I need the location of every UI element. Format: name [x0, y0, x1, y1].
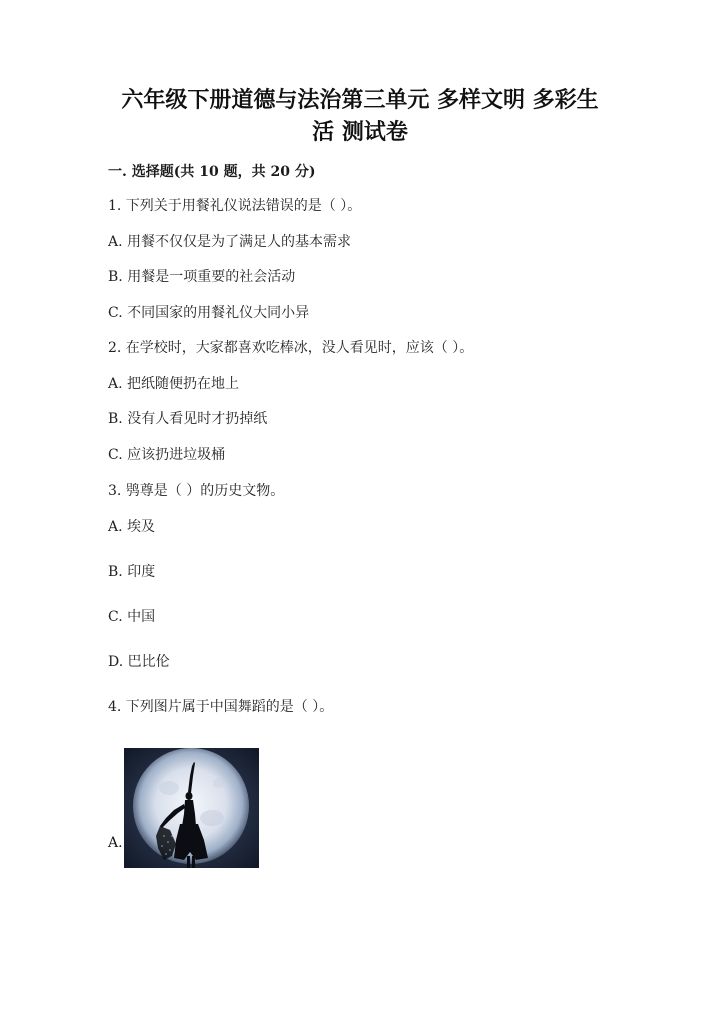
question-3-option-b: B. 印度 [108, 564, 156, 580]
question-3-stem: 3. 鸮尊是（ ）的历史文物。 [108, 483, 285, 499]
question-1-option-a: A. 用餐不仅仅是为了满足人的基本需求 [108, 234, 352, 250]
exam-title-line-2: 活 测试卷 [312, 119, 408, 145]
question-3-option-c: C. 中国 [108, 609, 156, 625]
question-2-stem: 2. 在学校时，大家都喜欢吃棒冰，没人看见时，应该（ ）。 [108, 340, 474, 356]
question-1-option-c: C. 不同国家的用餐礼仪大同小异 [108, 305, 310, 321]
question-4-option-a: A. [108, 835, 123, 851]
question-2-option-a: A. 把纸随便扔在地上 [108, 376, 240, 392]
question-1-option-b: B. 用餐是一项重要的社会活动 [108, 269, 296, 285]
question-3-option-a: A. 埃及 [108, 519, 156, 535]
section-heading: 一. 选择题(共 10 题，共 20 分) [108, 164, 316, 180]
dancer-silhouette-moon-image [124, 748, 259, 868]
question-2-option-c: C. 应该扔进垃圾桶 [108, 447, 226, 463]
question-4-stem: 4. 下列图片属于中国舞蹈的是（ ）。 [108, 699, 334, 715]
question-2-option-b: B. 没有人看见时才扔掉纸 [108, 411, 268, 427]
question-1-stem: 1. 下列关于用餐礼仪说法错误的是（ ）。 [108, 198, 362, 214]
question-3-option-d: D. 巴比伦 [108, 654, 170, 670]
exam-title-line-1: 六年级下册道德与法治第三单元 多样文明 多彩生 [121, 87, 599, 113]
